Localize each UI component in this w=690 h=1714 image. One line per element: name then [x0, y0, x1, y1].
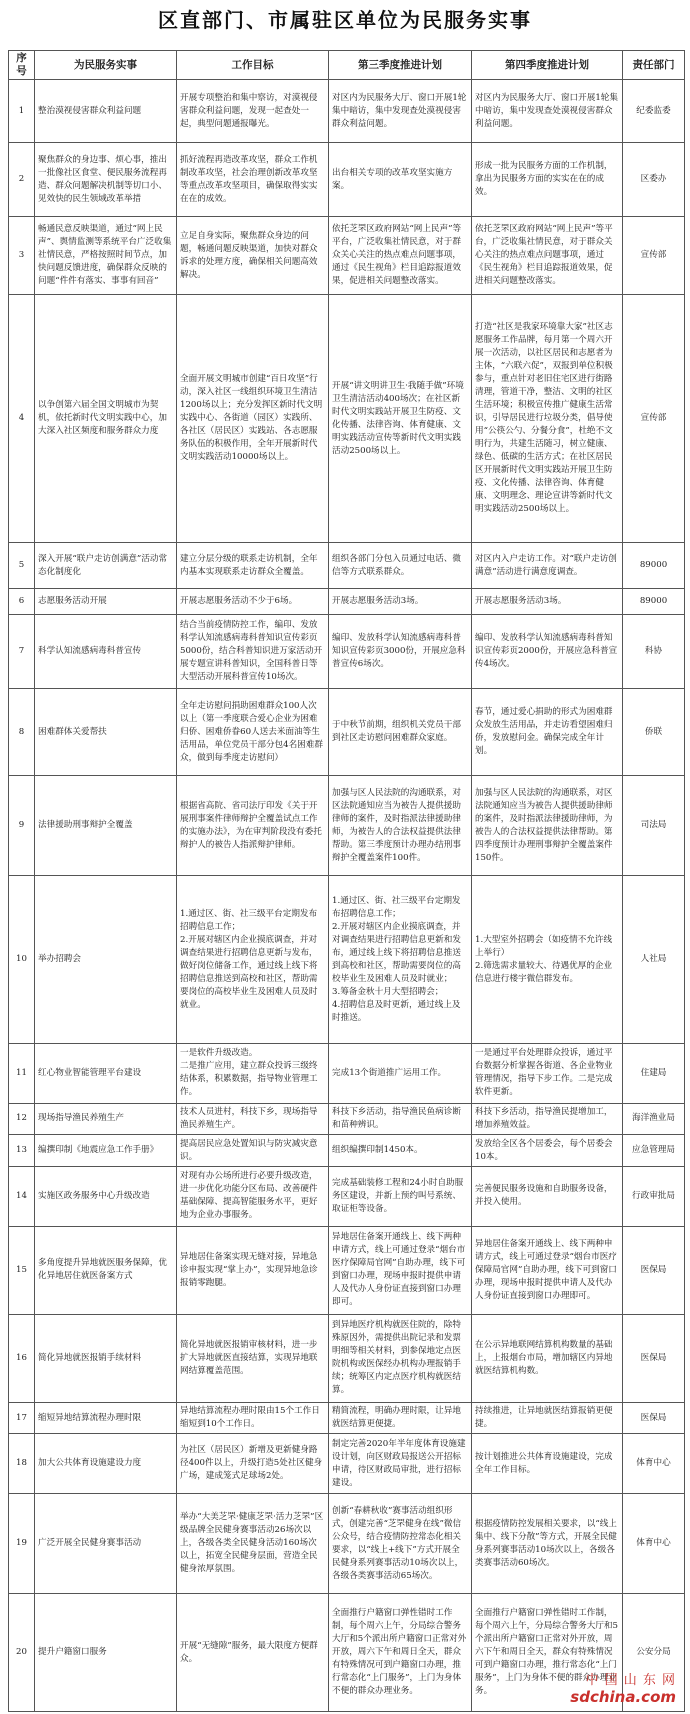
row-number: 12	[9, 1103, 35, 1135]
q4-plan: 1.大型室外招聘会（如疫情不允许线上举行） 2.筛选需求量较大、待遇优厚的企业信息进行楼宇微信群发布。	[472, 876, 623, 1044]
header-q4: 第四季度推进计划	[472, 51, 623, 80]
table-row	[9, 543, 685, 589]
q3-plan: 出台相关专项的改革攻坚实施方案。	[329, 143, 472, 217]
service-item: 简化异地就医报销手续材料	[35, 1314, 177, 1402]
service-item: 提升户籍窗口服务	[35, 1594, 177, 1712]
service-item: 志愿服务活动开展	[35, 589, 177, 615]
responsible-dept: 体育中心	[623, 1434, 685, 1494]
service-item: 法律援助刑事辩护全覆盖	[35, 776, 177, 876]
table-header-row	[9, 51, 685, 80]
work-goal: 立足自身实际，聚焦群众身边的问题，畅通问题反映渠道，加快对群众诉求的处理方度，确保相关问题高效解决。	[177, 217, 329, 295]
work-goal: 为社区（居民区）新增及更新健身路径400件以上，升级打造5处社区健身广场，建成笼式足球场2处。	[177, 1434, 329, 1494]
site-watermark	[570, 1669, 676, 1706]
header-q3: 第三季度推进计划	[329, 51, 472, 80]
service-item: 畅通民意反映渠道，通过“网上民声”、舆情监测等系统平台广泛收集社情民意，严格按照时间节点，加快问题反馈进度，确保群众反映的问题“件件有落实、事事有回音”	[35, 217, 177, 295]
table-row	[9, 143, 685, 217]
q3-plan: 创新“春耕秋收”赛事活动组织形式，创建完善“芝罘健身在线”微信公众号，结合疫情防控常态化相关要求，以“线上+线下”方式开展全民健身系列赛事活动10场次以上，各级各类赛事活动65场次。	[329, 1494, 472, 1594]
q4-plan: 依托芝罘区政府网站“网上民声”等平台，广泛收集社情民意，对于群众关心关注的热点难点问题事项，通过《民生视角》栏目追踪报道效果，促进相关问题整改落实。	[472, 217, 623, 295]
responsible-dept: 医保局	[623, 1314, 685, 1402]
service-item: 缩短异地结算流程办理时限	[35, 1402, 177, 1434]
responsible-dept: 人社局	[623, 876, 685, 1044]
work-goal: 根据省高院、省司法厅印发《关于开展刑事案件律师辩护全覆盖试点工作的实施办法》，为在审判阶段没有委托辩护人的被告人指派辩护律师。	[177, 776, 329, 876]
work-goal: 举办“大美芝罘·健康芝罘·活力芝罘”区级品牌全民健身赛事活动26场次以上，各级各类全民健身活动160场次以上，拓宽全民健身层面，营造全民健身浓厚氛围。	[177, 1494, 329, 1594]
responsible-dept: 医保局	[623, 1402, 685, 1434]
q3-plan: 组织编撰印制1450本。	[329, 1135, 472, 1167]
responsible-dept: 89000	[623, 543, 685, 589]
q3-plan: 1.通过区、街、社三级平台定期发布招聘信息工作； 2.开展对辖区内企业摸底调查，并对调查结果进行招聘信息更新和发布，通过线上线下将招聘信息推送到高校和社区，帮助需要岗位的高校毕业生及困难人员及时就业； 3.筹备金秋十月大型招聘会； 4.招聘信息及时更新，通过线上及时推送。	[329, 876, 472, 1044]
service-item: 编撰印制《地震应急工作手册》	[35, 1135, 177, 1167]
q3-plan: 于中秋节前期，组织机关党员干部到社区走访慰问困难群众家庭。	[329, 689, 472, 776]
table-row	[9, 295, 685, 543]
row-number: 1	[9, 80, 35, 143]
responsible-dept: 应急管理局	[623, 1135, 685, 1167]
header-item: 为民服务实事	[35, 51, 177, 80]
responsible-dept: 司法局	[623, 776, 685, 876]
row-number: 19	[9, 1494, 35, 1594]
responsible-dept: 体育中心	[623, 1494, 685, 1594]
row-number: 20	[9, 1594, 35, 1712]
row-number: 6	[9, 589, 35, 615]
page-title: 区直部门、市属驻区单位为民服务实事	[158, 8, 532, 32]
service-item: 深入开展“联户走访创满意”活动常态化制度化	[35, 543, 177, 589]
work-goal: 抓好流程再造改革攻坚，群众工作机制改革攻坚，社会治理创新改革攻坚等重点改革攻坚项目，确保取得实实在在的成效。	[177, 143, 329, 217]
header-dept: 责任部门	[623, 51, 685, 80]
service-item: 现场指导渔民养殖生产	[35, 1103, 177, 1135]
work-goal: 1.通过区、街、社三级平台定期发布招聘信息工作； 2.开展对辖区内企业摸底调查，并对调查结果进行招聘信息更新与发布，做好岗位储备工作，通过线上线下将招聘信息推送到高校和社区，帮助需要岗位的高校毕业生及困难人员及时就业。	[177, 876, 329, 1044]
q3-plan: 对区内为民服务大厅、窗口开展1轮集中暗访，集中发现查处漠视侵害群众利益问题。	[329, 80, 472, 143]
work-goal: 技术人员进村，科技下乡，现场指导渔民养殖生产。	[177, 1103, 329, 1135]
service-item: 多角度提升异地就医服务保障，优化异地居住就医备案方式	[35, 1226, 177, 1314]
table-row	[9, 1314, 685, 1402]
q4-plan: 在公示异地联网结算机构数量的基础上，上报烟台市局，增加辖区内异地就医结算机构数。	[472, 1314, 623, 1402]
q4-plan: 对区内入户走访工作。对“联户走访创满意”活动进行满意度调查。	[472, 543, 623, 589]
q3-plan: 科技下乡活动，指导渔民鱼病诊断和苗种辨识。	[329, 1103, 472, 1135]
row-number: 17	[9, 1402, 35, 1434]
responsible-dept: 公安分局	[623, 1594, 685, 1712]
responsible-dept: 侨联	[623, 689, 685, 776]
work-goal: 一是软件升级改造。 二是推广应用，建立群众投诉三级终结体系，积累数据，指导物业管理工作。	[177, 1043, 329, 1103]
service-item: 整治漠视侵害群众利益问题	[35, 80, 177, 143]
q3-plan: 完成基础装修工程和24小时自助服务区建设，并新上预约叫号系统、取证柜等设备。	[329, 1166, 472, 1226]
work-goal: 提高居民应急处置知识与防灾减灾意识。	[177, 1135, 329, 1167]
q3-plan: 加强与区人民法院的沟通联系，对区法院通知应当为被告人提供援助律师的案件，及时指派法律援助律师，为被告人的合法权益提供法律帮助。第三季度预计办理办结刑事辩护全覆盖案件100件。	[329, 776, 472, 876]
service-item: 困难群体关爱帮扶	[35, 689, 177, 776]
row-number: 18	[9, 1434, 35, 1494]
responsible-dept: 宣传部	[623, 295, 685, 543]
watermark-cn: 中 国 山 东 网	[585, 1673, 676, 1688]
service-item: 实施区政务服务中心升级改造	[35, 1166, 177, 1226]
table-row	[9, 1226, 685, 1314]
row-number: 16	[9, 1314, 35, 1402]
q4-plan: 完善便民服务设施和自助服务设备，并投入使用。	[472, 1166, 623, 1226]
row-number: 7	[9, 615, 35, 689]
work-goal: 结合当前疫情防控工作，编印、发放科学认知流感病毒科普知识宣传彩页5000份，结合科普知识进万家活动开展专题宣讲科普知识，全国科普日等大型活动开展科普宣传10场次。	[177, 615, 329, 689]
q4-plan: 编印、发放科学认知流感病毒科普知识宣传彩页2000份，开展应急科普宣传4场次。	[472, 615, 623, 689]
responsible-dept: 纪委监委	[623, 80, 685, 143]
responsible-dept: 医保局	[623, 1226, 685, 1314]
service-item: 广泛开展全民健身赛事活动	[35, 1494, 177, 1594]
table-row	[9, 1402, 685, 1434]
work-goal: 建立分层分级的联系走访机制，全年内基本实现联系走访群众全覆盖。	[177, 543, 329, 589]
q4-plan: 按计划推进公共体育设施建设，完成全年工作目标。	[472, 1434, 623, 1494]
q3-plan: 编印、发放科学认知流感病毒科普知识宣传彩页3000份，开展应急科普宣传6场次。	[329, 615, 472, 689]
row-number: 3	[9, 217, 35, 295]
responsible-dept: 宣传部	[623, 217, 685, 295]
q3-plan: 异地居住备案开通线上、线下两种申请方式，线上可通过登录“烟台市医疗保障局官网”自助办理，线下可到窗口办理，现场申报时提供申请人及代办人身份证直接到窗口办理即可。	[329, 1226, 472, 1314]
q3-plan: 精简流程，明确办理时限，让异地就医结算更便捷。	[329, 1402, 472, 1434]
responsible-dept: 区委办	[623, 143, 685, 217]
q3-plan: 到异地医疗机构就医住院的，除特殊原因外，需提供出院记录和发票明细等相关材料，到参保地定点医院机构或医保经办机构办理报销手续；统筹区内定点医疗机构就医结算。	[329, 1314, 472, 1402]
table-row	[9, 1043, 685, 1103]
q4-plan: 全面推行户籍窗口弹性错时工作制，每个周六上午，分局综合警务大厅和5个派出所户籍窗口正常对外开放，周六下午和周日全天，群众有特殊情况可到户籍窗口办理，推行常态化“上门服务”，上门为身体不便的群众办理业务。	[472, 1594, 623, 1712]
q4-plan: 加强与区人民法院的沟通联系，对区法院通知应当为被告人提供援助律师的案件，及时指派法律援助律师，为被告人的合法权益提供法律帮助。第四季度预计办理刑事辩护全覆盖案件150件。	[472, 776, 623, 876]
table-body	[9, 80, 685, 1712]
q4-plan: 根据疫情防控发展相关要求，以“线上集中、线下分散”等方式，开展全民健身系列赛事活动10场次以上，各级各类赛事活动60场次。	[472, 1494, 623, 1594]
work-goal: 全年走访慰问捐助困难群众100人次以上（第一季度联合爱心企业为困难归侨、困难侨眷60人送去米面油等生活用品，单位党员干部分包4名困难群众，做到每季度走访慰问）	[177, 689, 329, 776]
q3-plan: 全面推行户籍窗口弹性错时工作制，每个周六上午，分局综合警务大厅和5个派出所户籍窗口正常对外开放，周六下午和周日全天，群众有特殊情况可到户籍窗口办理，推行常态化“上门服务”，上门为身体不便的群众办理业务。	[329, 1594, 472, 1712]
row-number: 5	[9, 543, 35, 589]
work-goal: 开展志愿服务活动不少于6场。	[177, 589, 329, 615]
table-row	[9, 776, 685, 876]
row-number: 8	[9, 689, 35, 776]
q3-plan: 开展志愿服务活动3场。	[329, 589, 472, 615]
work-goal: 开展“无缝隙”服务，最大限度方便群众。	[177, 1594, 329, 1712]
work-goal: 开展专项整治和集中察访，对漠视侵害群众利益问题，发现一起查处一起，典型问题通报曝光。	[177, 80, 329, 143]
q3-plan: 完成13个街道推广运用工作。	[329, 1043, 472, 1103]
row-number: 9	[9, 776, 35, 876]
row-number: 14	[9, 1166, 35, 1226]
q4-plan: 形成一批为民服务方面的工作机制，拿出为民服务方面的实实在在的成效。	[472, 143, 623, 217]
service-item: 加大公共体育设施建设力度	[35, 1434, 177, 1494]
q3-plan: 依托芝罘区政府网站“网上民声”等平台，广泛收集社情民意，对于群众关心关注的热点难点问题事项，通过《民生视角》栏目追踪报道效果，促进相关问题整改落实。	[329, 217, 472, 295]
table-row	[9, 589, 685, 615]
q4-plan: 科技下乡活动，指导渔民提增加工，增加养殖效益。	[472, 1103, 623, 1135]
header-no: 序号	[9, 51, 35, 80]
service-item: 以争创第六届全国文明城市为契机，依托新时代文明实践中心，加大深入社区频度和服务群众力度	[35, 295, 177, 543]
responsible-dept: 89000	[623, 589, 685, 615]
row-number: 2	[9, 143, 35, 217]
work-goal: 异地结算流程办理时限由15个工作日缩短到10个工作日。	[177, 1402, 329, 1434]
q4-plan: 发放给全区各个居委会，每个居委会10本。	[472, 1135, 623, 1167]
q4-plan: 异地居住备案开通线上、线下两种申请方式，线上可通过登录“烟台市医疗保障局官网”自助办理，线下可到窗口办理，现场申报时提供申请人及代办人身份证直接到窗口办理即可。	[472, 1226, 623, 1314]
table-row	[9, 1135, 685, 1167]
q4-plan: 一是通过平台处理群众投诉，通过平台数据分析掌握各街道、各企业物业管理情况，指导下步工作。二是完成软件更新。	[472, 1043, 623, 1103]
work-goal: 简化异地就医报销审核材料，进一步扩大异地就医直接结算，实现异地联网结算覆盖范围。	[177, 1314, 329, 1402]
q4-plan: 开展志愿服务活动3场。	[472, 589, 623, 615]
watermark-domain: sdchina.com	[570, 1688, 676, 1706]
q3-plan: 制定完善2020年半年度体育设施建设计划，向区财政局报送公开招标申请，待区财政局审批，进行招标建设。	[329, 1434, 472, 1494]
work-goal: 全面开展文明城市创建“百日攻坚”行动，深入社区一线组织环境卫生清洁1200场以上；充分发挥区新时代文明实践中心、各街道（园区）实践所、各社区（居民区）实践站、各志愿服务队伍的积极作用，全年开展新时代文明实践活动10000场以上。	[177, 295, 329, 543]
service-item: 红心物业智能管理平台建设	[35, 1043, 177, 1103]
q4-plan: 春节，通过爱心捐助的形式为困难群众发放生活用品，并走访看望困难归侨，发放慰问金。确保完成全年计划。	[472, 689, 623, 776]
q4-plan: 持续推进，让异地就医结算报销更便捷。	[472, 1402, 623, 1434]
row-number: 10	[9, 876, 35, 1044]
table-row	[9, 689, 685, 776]
responsible-dept: 住建局	[623, 1043, 685, 1103]
work-goal: 异地居住备案实现无缝对接，异地急诊申报实现“掌上办”，实现异地急诊报销零跑腿。	[177, 1226, 329, 1314]
table-row	[9, 217, 685, 295]
responsible-dept: 科协	[623, 615, 685, 689]
table-row	[9, 876, 685, 1044]
table-row	[9, 1434, 685, 1494]
service-item: 科学认知流感病毒科普宣传	[35, 615, 177, 689]
q4-plan: 打造“社区是我家环境靠大家”社区志愿服务工作品牌，每月第一个周六开展一次活动，以社区居民和志愿者为主体，“六联六促”，双报到单位积极参与，重点针对老旧住宅区进行街路清理，管道干净，整洁、文明的社区生活环境；积极宣传推广健康生活常识，引导居民进行垃圾分类，倡导使用“公筷公勺、分餐分食”，杜绝不文明行为，共建生活随习，树立健康、绿色、低碳的生活方式；在社区居民区开展新时代文明实践站开展卫生防疫、文化传播、法律咨询、体育健康、文明理念、理论宣讲等新时代文明实践活动2500场以上。	[472, 295, 623, 543]
service-table	[8, 50, 685, 1712]
table-row	[9, 1103, 685, 1135]
responsible-dept: 行政审批局	[623, 1166, 685, 1226]
work-goal: 对现有办公场所进行必要升级改造，进一步优化功能分区布局、改善硬件基础保障、提高智能服务水平，更好地为企业办事服务。	[177, 1166, 329, 1226]
table-row	[9, 80, 685, 143]
row-number: 15	[9, 1226, 35, 1314]
q3-plan: 组织各部门分包入员通过电话、微信等方式联系群众。	[329, 543, 472, 589]
service-item: 举办招聘会	[35, 876, 177, 1044]
row-number: 11	[9, 1043, 35, 1103]
q3-plan: 开展“讲文明讲卫生·我随手做”环境卫生清洁活动400场次；在社区新时代文明实践站开展卫生防疫、文化传播、法律咨询、体育健康、文明实践活动宣传等新时代文明实践活动2500场以上。	[329, 295, 472, 543]
header-goal: 工作目标	[177, 51, 329, 80]
table-row	[9, 615, 685, 689]
service-item: 聚焦群众的身边事、烦心事，推出一批像社区食堂、便民服务流程再造、群众问题解决机制等切口小、见效快的民生领域改革举措	[35, 143, 177, 217]
row-number: 4	[9, 295, 35, 543]
table-row	[9, 1494, 685, 1594]
responsible-dept: 海洋渔业局	[623, 1103, 685, 1135]
table-row	[9, 1166, 685, 1226]
row-number: 13	[9, 1135, 35, 1167]
q4-plan: 对区内为民服务大厅、窗口开展1轮集中暗访，集中发现查处漠视侵害群众利益问题。	[472, 80, 623, 143]
